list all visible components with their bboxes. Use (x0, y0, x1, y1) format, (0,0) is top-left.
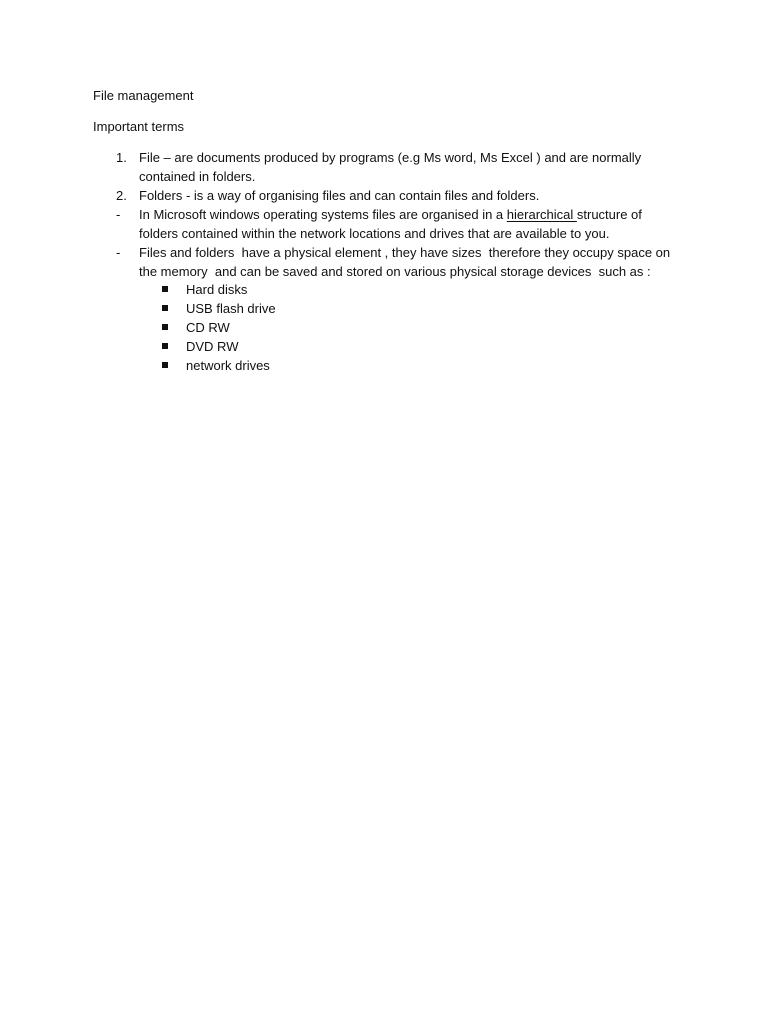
list-item-text: folders contained within the network locations and drives that are available to you. (139, 226, 610, 241)
list-item-text: Folders - is a way of organising files and can contain files and folders. (139, 188, 540, 203)
list-item-text (139, 205, 642, 224)
sub-list-item-text: DVD RW (186, 339, 239, 354)
list-marker: - (116, 207, 121, 222)
list-item-text: the memory and can be saved and stored on various physical storage devices such as : (139, 264, 651, 279)
underlined-term: hierarchical (506, 207, 577, 222)
list-item-text: Files and folders have a physical element , they have sizes therefore they occupy space on (139, 245, 671, 260)
section-heading: Important terms (93, 119, 185, 134)
square-bullet-icon (162, 324, 168, 330)
list-marker: 1. (116, 150, 127, 165)
square-bullet-icon (162, 305, 168, 311)
sub-list-item-text: CD RW (186, 320, 230, 335)
text-segment: structure of (576, 207, 642, 222)
square-bullet-icon (162, 286, 168, 292)
square-bullet-icon (162, 362, 168, 368)
document-title: File management (93, 88, 194, 103)
list-marker: 2. (116, 188, 127, 203)
list-item-text: File – are documents produced by programs (e.g Ms word, Ms Excel ) and are normally (139, 150, 642, 165)
list-marker: - (116, 245, 121, 260)
square-bullet-icon (162, 343, 168, 349)
text-segment: In Microsoft windows operating systems files are organised in a (139, 207, 507, 222)
list-item-text: contained in folders. (139, 169, 256, 184)
sub-list-item-text: Hard disks (186, 282, 248, 297)
sub-list-item-text: network drives (186, 358, 270, 373)
sub-list-item-text: USB flash drive (186, 301, 276, 316)
